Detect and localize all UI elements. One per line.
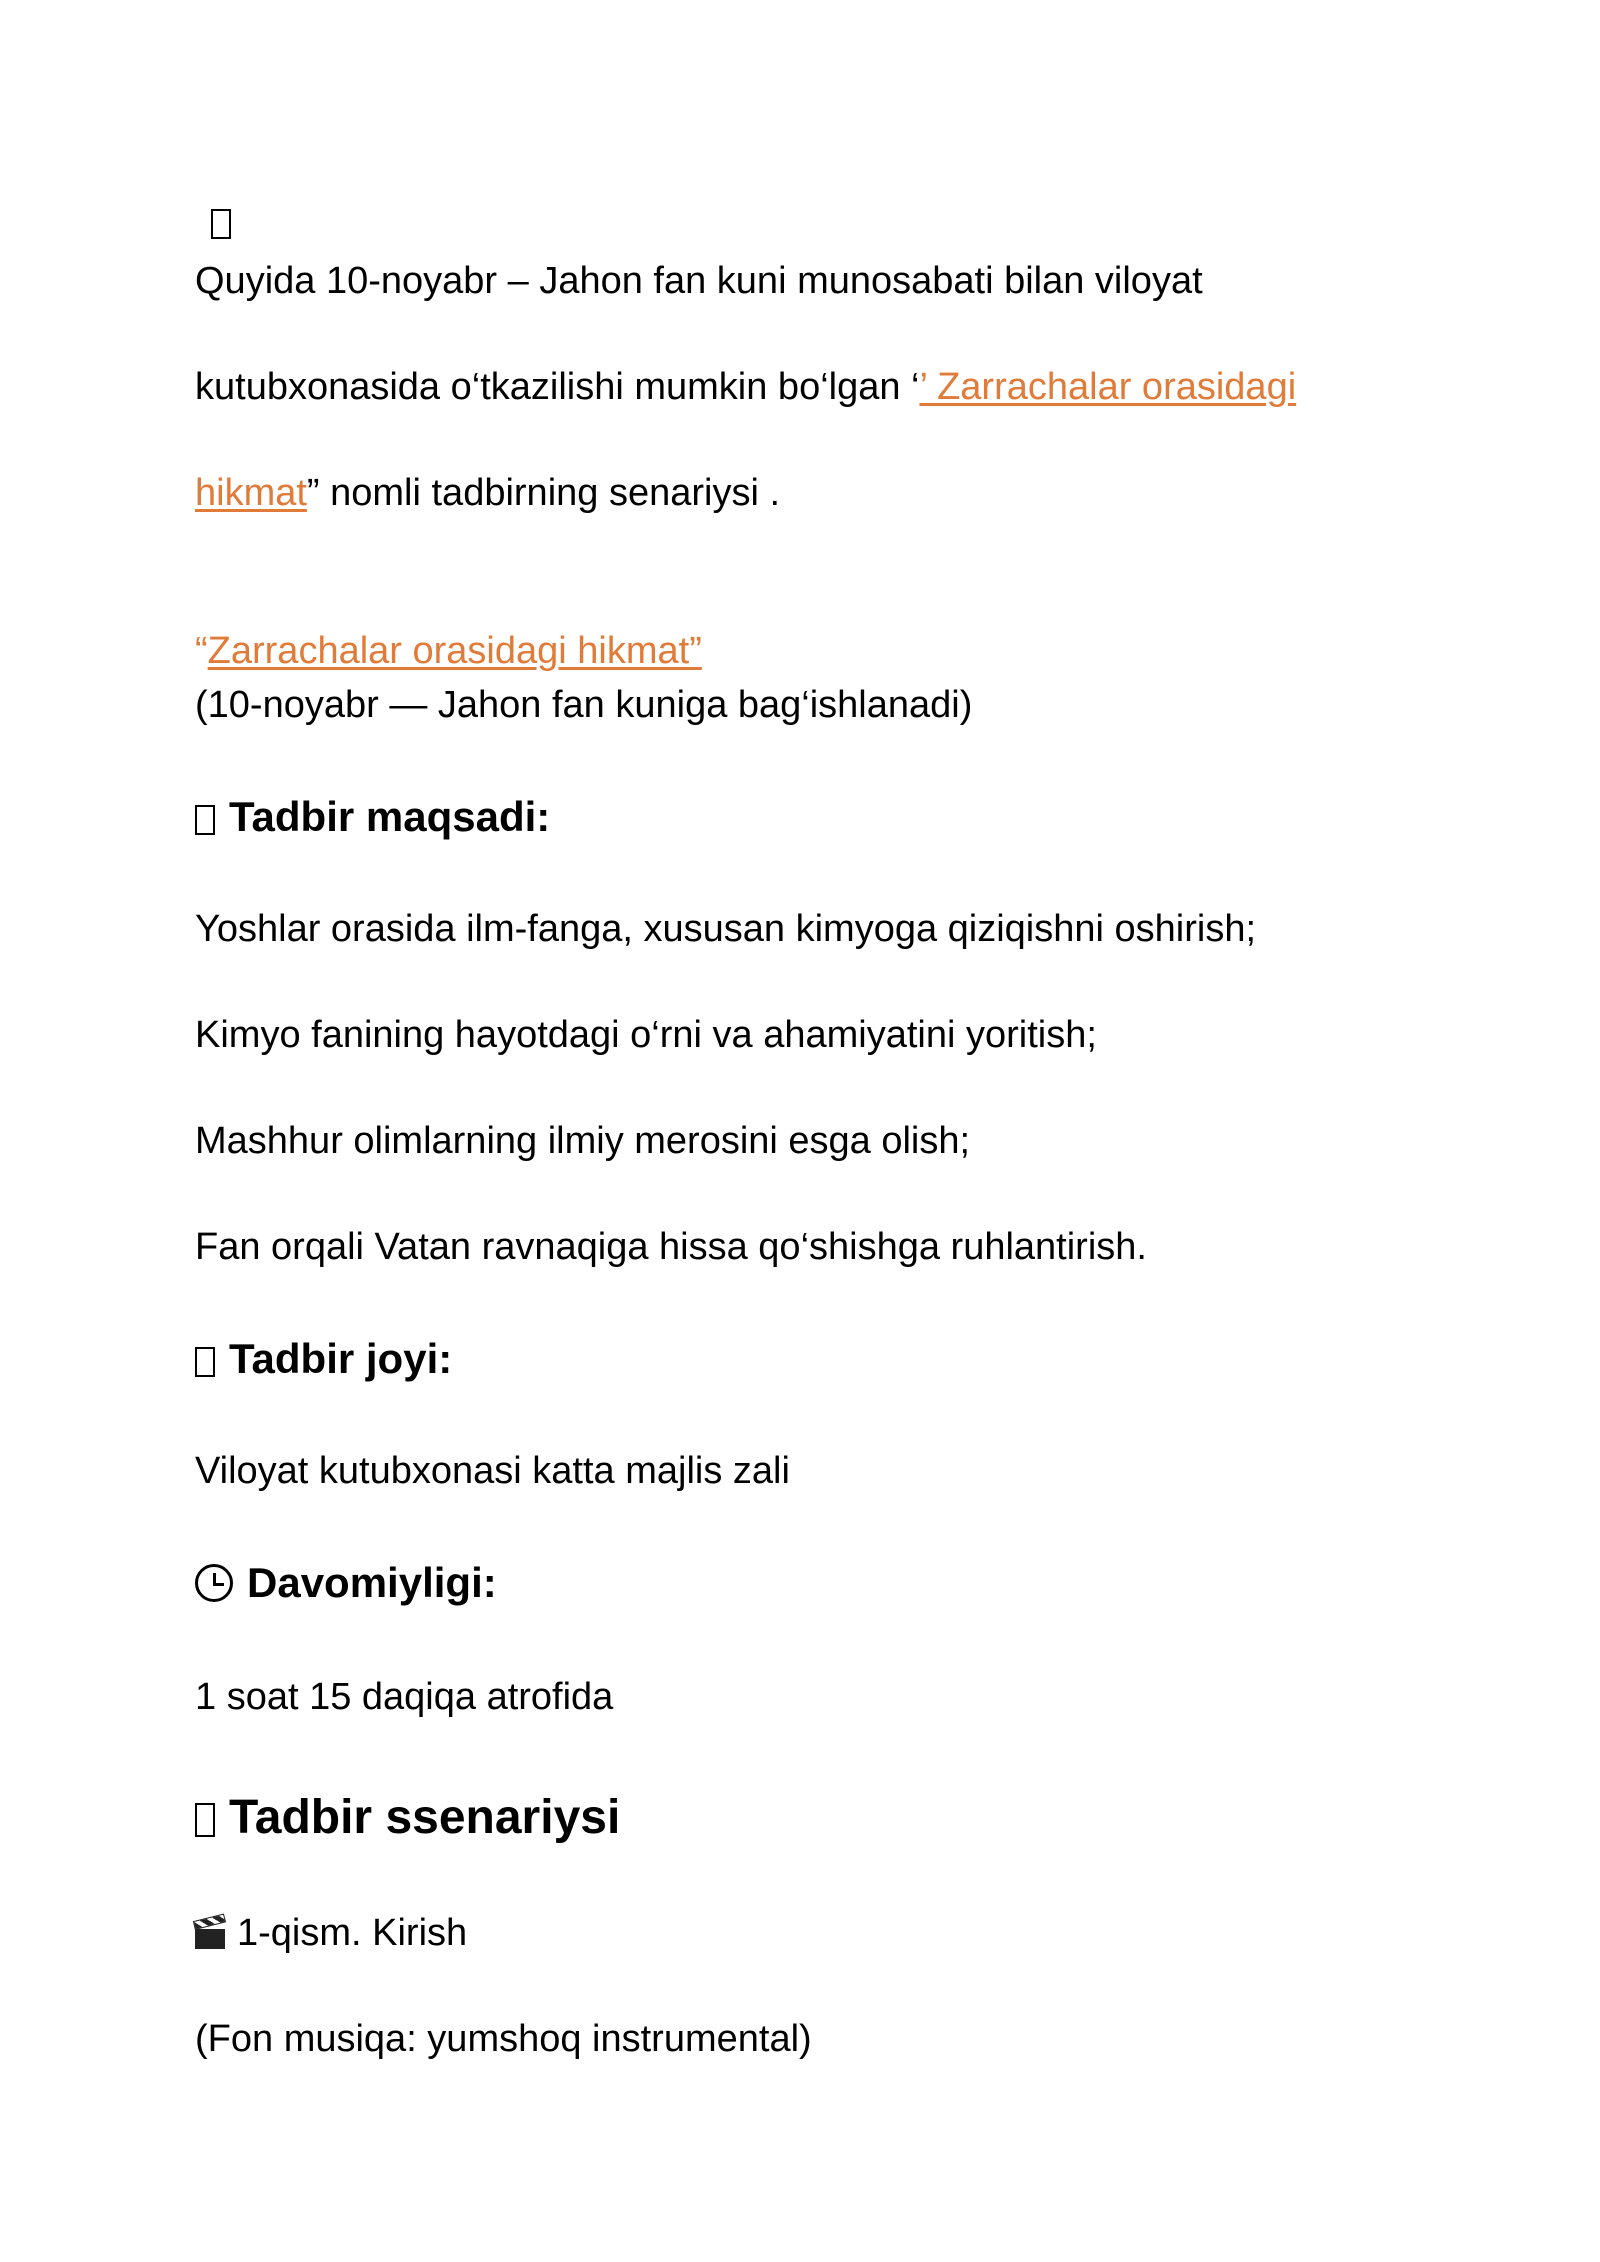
script-heading (195, 1790, 620, 1846)
top-missing-glyph (195, 200, 245, 246)
clock-icon (195, 1564, 233, 1602)
goal-item: Mashhur olimlarning ilmiy merosini esga olish; (195, 1120, 971, 1162)
goal-item: Fan orqali Vatan ravnaqiga hissa qo‘shishga ruhlantirish. (195, 1226, 1147, 1268)
event-subtitle: (10-noyabr — Jahon fan kuniga bag‘ishlanadi) (195, 684, 973, 726)
intro-line-3-text: ” nomli tadbirning senariysi . (306, 472, 781, 514)
missing-glyph-icon (211, 209, 231, 239)
duration-heading (195, 1560, 497, 1606)
part1-note: (Fon musiqa: yumshoq instrumental) (195, 2018, 812, 2060)
missing-glyph-icon (195, 805, 215, 835)
title-open-quote: “ (195, 630, 208, 672)
event-name-link-part-2[interactable]: hikmat (195, 472, 307, 514)
goal-heading (195, 794, 550, 840)
part1-label (195, 1910, 467, 1956)
goal-heading-text: Tadbir maqsadi: (229, 793, 551, 840)
place-text: Viloyat kutubxonasi katta majlis zali (195, 1450, 790, 1492)
event-name-link-part-1[interactable]: ’ Zarrachalar orasidagi (919, 366, 1297, 408)
missing-glyph-icon (195, 1347, 215, 1377)
place-heading-text: Tadbir joyi: (229, 1335, 453, 1382)
place-heading (195, 1336, 452, 1382)
intro-line-2 (195, 364, 1296, 410)
duration-text: 1 soat 15 daqiqa atrofida (195, 1676, 614, 1718)
missing-glyph-icon (195, 1803, 215, 1837)
event-title-link[interactable]: Zarrachalar orasidagi hikmat” (207, 630, 702, 672)
intro-line-1: Quyida 10-noyabr – Jahon fan kuni munosabati bilan viloyat (195, 260, 1203, 302)
intro-line-3 (195, 470, 780, 516)
goal-item: Kimyo fanining hayotdagi o‘rni va ahamiyatini yoritish; (195, 1014, 1097, 1056)
part1-label-text: 1-qism. Kirish (237, 1912, 468, 1954)
event-title (195, 628, 702, 674)
goal-item: Yoshlar orasida ilm-fanga, xususan kimyoga qiziqishni oshirish; (195, 908, 1257, 950)
clapperboard-icon (195, 1919, 227, 1949)
intro-line-2-text: kutubxonasida o‘tkazilishi mumkin bo‘lgan ‘ (195, 366, 920, 408)
script-heading-text: Tadbir ssenariysi (229, 1791, 621, 1844)
duration-heading-text: Davomiyligi: (247, 1559, 497, 1606)
